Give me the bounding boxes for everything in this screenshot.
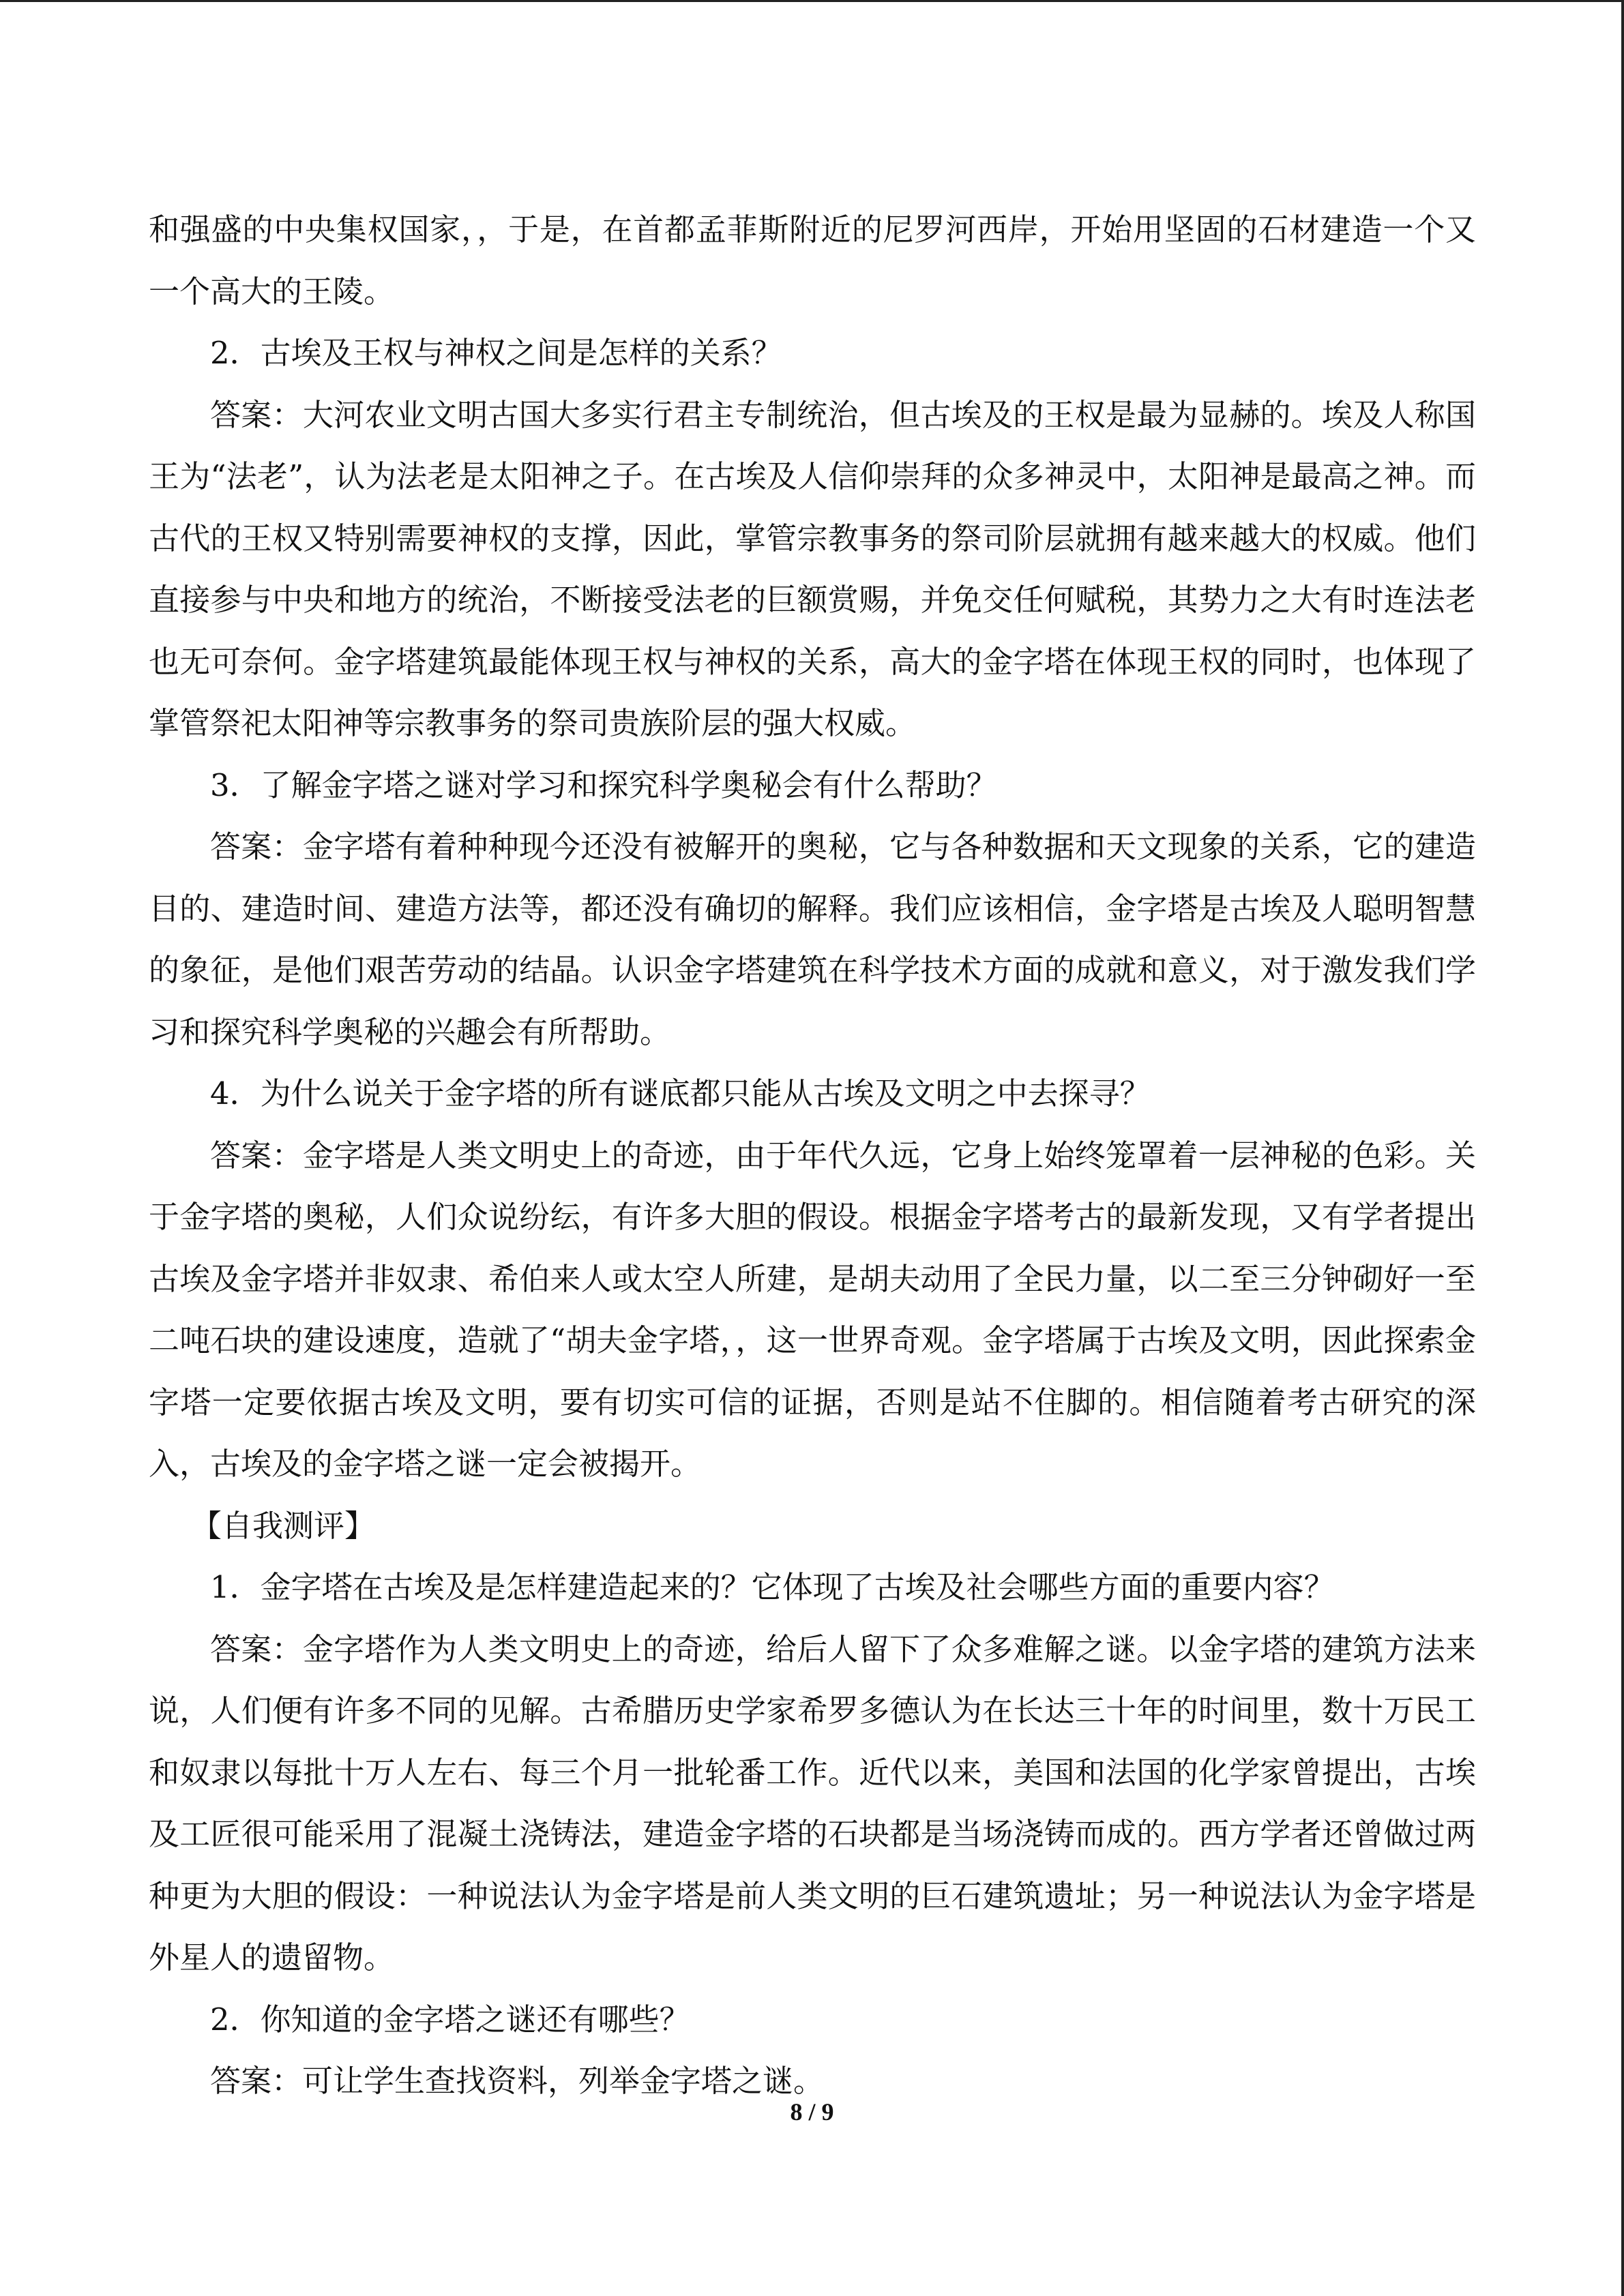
page-top-border: [0, 0, 1624, 2]
answer-3: 答案：金字塔有着种种现今还没有被解开的奥秘，它与各种数据和天文现象的关系，它的建造目的、建造时间、建造方法等，都还没有确切的解释。我们应该相信，金字塔是古埃及人聪明智慧的象征，是他们艰苦劳动的结晶。认识金字塔建筑在科学技术方面的成就和意义，对于激发我们学习和探究科学奥秘的兴趣会有所帮助。: [149, 829, 1476, 1050]
self-assessment-answer-1: 答案：金字塔作为人类文明史上的奇迹，给后人留下了众多难解之谜。以金字塔的建筑方法来说，人们便有许多不同的见解。古希腊历史学家希罗多德认为在长达三十年的时间里，数十万民工和奴隶以每批十万人左右、每三个月一批轮番工作。近代以来，美国和法国的化学家曾提出，古埃及工匠很可能采用了混凝土浇铸法，建造金字塔的石块都是当场浇铸而成的。西方学者还曾做过两种更为大胆的假设：一种说法认为金字塔是前人类文明的巨石建筑遗址；另一种说法认为金字塔是外星人的遗留物。: [149, 1630, 1476, 1976]
self-assessment-question-1: 1．金字塔在古埃及是怎样建造起来的？它体现了古埃及社会哪些方面的重要内容？: [210, 1569, 1335, 1605]
question-2: 2．古埃及王权与神权之间是怎样的关系？: [210, 335, 782, 371]
page-number: 8 / 9: [790, 2098, 834, 2126]
document-body: [149, 199, 1476, 2113]
section-heading-self-assessment: 【自我测评】: [191, 1507, 376, 1544]
paragraph-continuation: 和强盛的中央集权国家，，于是，在首都孟菲斯附近的尼罗河西岸，开始用坚固的石材建造一个又一个高大的王陵。: [149, 211, 1476, 310]
answer-4: 答案：金字塔是人类文明史上的奇迹，由于年代久远，它身上始终笼罩着一层神秘的色彩。关于金字塔的奥秘，人们众说纷纭，有许多大胆的假设。根据金字塔考古的最新发现，又有学者提出古埃及金字塔并非奴隶、希伯来人或太空人所建，是胡夫动用了全民力量，以二至三分钟砌好一至二吨石块的建设速度，造就了“胡夫金字塔，，这一世界奇观。金字塔属于古埃及文明，因此探索金字塔一定要依据古埃及文明，要有切实可信的证据，否则是站不住脚的。相信随着考古研究的深入，古埃及的金字塔之谜一定会被揭开。: [149, 1137, 1476, 1482]
question-4: 4．为什么说关于金字塔的所有谜底都只能从古埃及文明之中去探寻？: [210, 1075, 1151, 1112]
self-assessment-question-2: 2．你知道的金字塔之谜还有哪些？: [210, 2001, 690, 2038]
page-right-border: [1621, 0, 1624, 2296]
self-assessment-answer-2: 答案：可让学生查找资料，列举金字塔之谜。: [210, 2063, 825, 2099]
question-3: 3．了解金字塔之谜对学习和探究科学奥秘会有什么帮助？: [210, 766, 997, 803]
answer-2: 答案：大河农业文明古国大多实行君主专制统治，但古埃及的王权是最为显赫的。埃及人称国王为“法老”，认为法老是太阳神之子。在古埃及人信仰崇拜的众多神灵中，太阳神是最高之神。而古代的王权又特别需要神权的支撑，因此，掌管宗教事务的祭司阶层就拥有越来越大的权威。他们直接参与中央和地方的统治，不断接受法老的巨额赏赐，并免交任何赋税，其势力之大有时连法老也无可奈何。金字塔建筑最能体现王权与神权的关系，高大的金字塔在体现王权的同时，也体现了掌管祭祀太阳神等宗教事务的祭司贵族阶层的强大权威。: [149, 396, 1476, 741]
